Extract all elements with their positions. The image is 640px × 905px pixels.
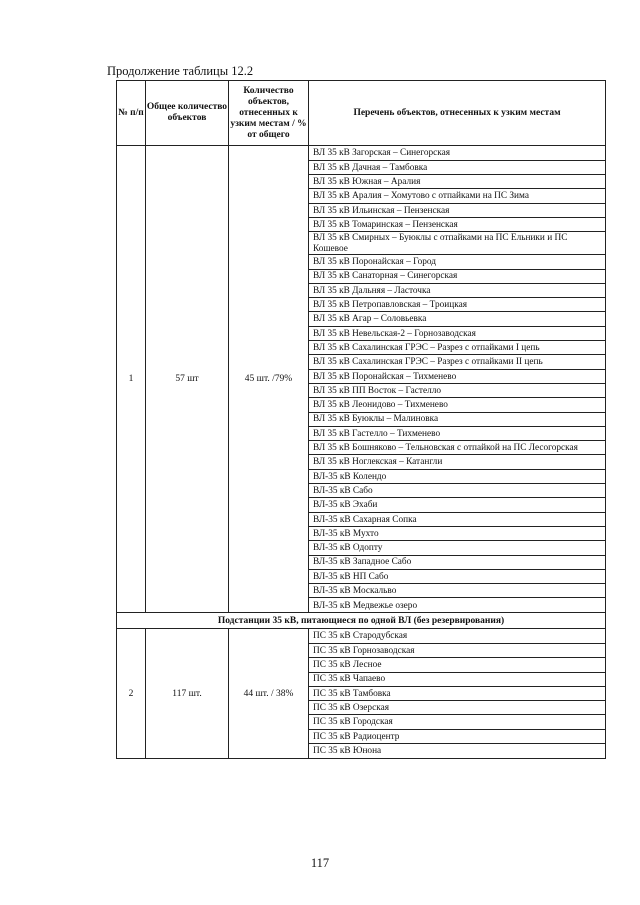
list-item-text: ВЛ 35 кВ Смирных – Буюклы с отпайками на ПС Ельники и ПС Кошевое — [309, 232, 605, 255]
list-item-text: ПС 35 кВ Горнозаводская — [309, 644, 605, 658]
list-item-text: ВЛ 35 кВ Поронайская – Город — [309, 255, 605, 269]
list-item-text: ПС 35 кВ Тамбовка — [309, 686, 605, 700]
list-item — [309, 426, 605, 440]
list-item-text: ВЛ-35 кВ Западное Сабо — [309, 555, 605, 569]
list-item — [309, 355, 605, 369]
list-item — [309, 569, 605, 583]
list-item — [309, 729, 605, 743]
list-item — [309, 369, 605, 383]
list-item — [309, 484, 605, 498]
list-item — [309, 341, 605, 355]
list-item — [309, 555, 605, 569]
list-item — [309, 541, 605, 555]
list-item — [309, 658, 605, 672]
list-item — [309, 672, 605, 686]
list-item-text: ВЛ 35 кВ Гастелло – Тихменево — [309, 426, 605, 440]
list-item — [309, 298, 605, 312]
list-item — [309, 189, 605, 203]
group-1-total: 57 шт — [146, 146, 229, 613]
list-item-text: ВЛ 35 кВ Томаринская – Пензенская — [309, 217, 605, 231]
list-item-text: ПС 35 кВ Городская — [309, 715, 605, 729]
list-item — [309, 255, 605, 269]
list-item-text: ВЛ-35 кВ Эхаби — [309, 498, 605, 512]
list-item — [309, 598, 605, 612]
list-item — [309, 146, 605, 160]
list-item — [309, 584, 605, 598]
header-list: Перечень объектов, отнесенных к узким местам — [309, 81, 606, 146]
list-item — [309, 744, 605, 758]
group-2-bottleneck: 44 шт. / 38% — [229, 629, 309, 759]
list-item — [309, 203, 605, 217]
table-row-group-1 — [117, 146, 606, 613]
list-item — [309, 412, 605, 426]
group-2-items-cell — [309, 629, 606, 759]
group-1-bottleneck: 45 шт. /79% — [229, 146, 309, 613]
list-item-text: ВЛ 35 кВ ПП Восток – Гастелло — [309, 383, 605, 397]
list-item-text: ВЛ 35 кВ Дачная – Тамбовка — [309, 160, 605, 174]
list-item — [309, 441, 605, 455]
list-item-text: ВЛ-35 кВ Одопту — [309, 541, 605, 555]
list-item-text: ВЛ 35 кВ Петропавловская – Троицкая — [309, 298, 605, 312]
list-item — [309, 312, 605, 326]
list-item-text: ВЛ-35 кВ Сахарная Сопка — [309, 512, 605, 526]
list-item-text: ВЛ 35 кВ Поронайская – Тихменево — [309, 369, 605, 383]
list-item — [309, 217, 605, 231]
section-row — [117, 613, 606, 629]
list-item-text: ВЛ 35 кВ Агар – Соловьевка — [309, 312, 605, 326]
list-item — [309, 498, 605, 512]
list-item — [309, 701, 605, 715]
table-row-group-2 — [117, 629, 606, 759]
list-item-text: ВЛ 35 кВ Ильинская – Пензенская — [309, 203, 605, 217]
list-item — [309, 686, 605, 700]
list-item-text: ВЛ 35 кВ Сахалинская ГРЭС – Разрез с отпайками I цепь — [309, 341, 605, 355]
list-item — [309, 715, 605, 729]
list-item — [309, 232, 605, 255]
list-item-text: ПС 35 кВ Радиоцентр — [309, 729, 605, 743]
list-item-text: ВЛ-35 кВ Медвежье озеро — [313, 600, 418, 611]
list-item — [309, 269, 605, 283]
group-2-number: 2 — [117, 629, 146, 759]
bottleneck-table — [116, 80, 606, 759]
list-item — [309, 469, 605, 483]
list-item — [309, 160, 605, 174]
list-item-text: ВЛ 35 кВ Южная – Аралия — [309, 175, 605, 189]
list-item-text: ВЛ 35 кВ Санаторная – Синегорская — [309, 269, 605, 283]
list-item — [309, 644, 605, 658]
list-item — [309, 455, 605, 469]
list-item-text: ВЛ-35 кВ Колендо — [309, 469, 605, 483]
group-2-items — [309, 629, 605, 758]
table-caption: Продолжение таблицы 12.2 — [107, 64, 254, 78]
list-item-text: ВЛ 35 кВ Леонидово – Тихменево — [309, 398, 605, 412]
list-item-text: ВЛ 35 кВ Ноглекская – Катангли — [309, 455, 605, 469]
list-item — [309, 629, 605, 643]
list-item-text: ВЛ-35 кВ Москальво — [309, 584, 605, 598]
list-item-text: ВЛ-35 кВ Сабо — [309, 484, 605, 498]
list-item-text: ВЛ 35 кВ Аралия – Хомутово с отпайками на ПС Зима — [309, 189, 605, 203]
list-item-text: ПС 35 кВ Стародубская — [309, 629, 605, 643]
list-item — [309, 283, 605, 297]
group-1-items-cell — [309, 146, 606, 613]
header-total: Общее количество объектов — [146, 81, 229, 146]
list-item-text: ПС 35 кВ Лесное — [309, 658, 605, 672]
list-item-text: ВЛ 35 кВ Невельская-2 – Горнозаводская — [309, 326, 605, 340]
list-item-text: ВЛ 35 кВ Бошняково – Тельновская с отпайкой на ПС Лесогорская — [309, 441, 605, 455]
list-item-text: ПС 35 кВ Чапаево — [309, 672, 605, 686]
list-item — [309, 512, 605, 526]
list-item — [309, 398, 605, 412]
header-bottleneck: Количество объектов, отнесенных к узким местам / % от общего — [229, 81, 309, 146]
group-1-items — [309, 146, 605, 612]
list-item — [309, 326, 605, 340]
list-item-text: ВЛ 35 кВ Дальняя – Ласточка — [309, 283, 605, 297]
header-number: № п/п — [117, 81, 146, 146]
list-item-text: ВЛ 35 кВ Сахалинская ГРЭС – Разрез с отпайками II цепь — [309, 355, 605, 369]
group-1-number: 1 — [117, 146, 146, 613]
list-item-text: ВЛ 35 кВ Буюклы – Малиновка — [309, 412, 605, 426]
page-number: 117 — [310, 856, 330, 870]
list-item-text: ВЛ 35 кВ Загорская – Синегорская — [309, 146, 605, 160]
list-item-text: ВЛ-35 кВ Мухто — [309, 526, 605, 540]
group-2-total: 117 шт. — [146, 629, 229, 759]
section-title: Подстанции 35 кВ, питающиеся по одной ВЛ (без резервирования) — [117, 613, 606, 629]
list-item-text: ПС 35 кВ Озерская — [309, 701, 605, 715]
list-item — [309, 526, 605, 540]
list-item — [309, 383, 605, 397]
list-item-text: ПС 35 кВ Юнона — [313, 746, 382, 757]
list-item-text: ВЛ-35 кВ НП Сабо — [309, 569, 605, 583]
list-item — [309, 175, 605, 189]
